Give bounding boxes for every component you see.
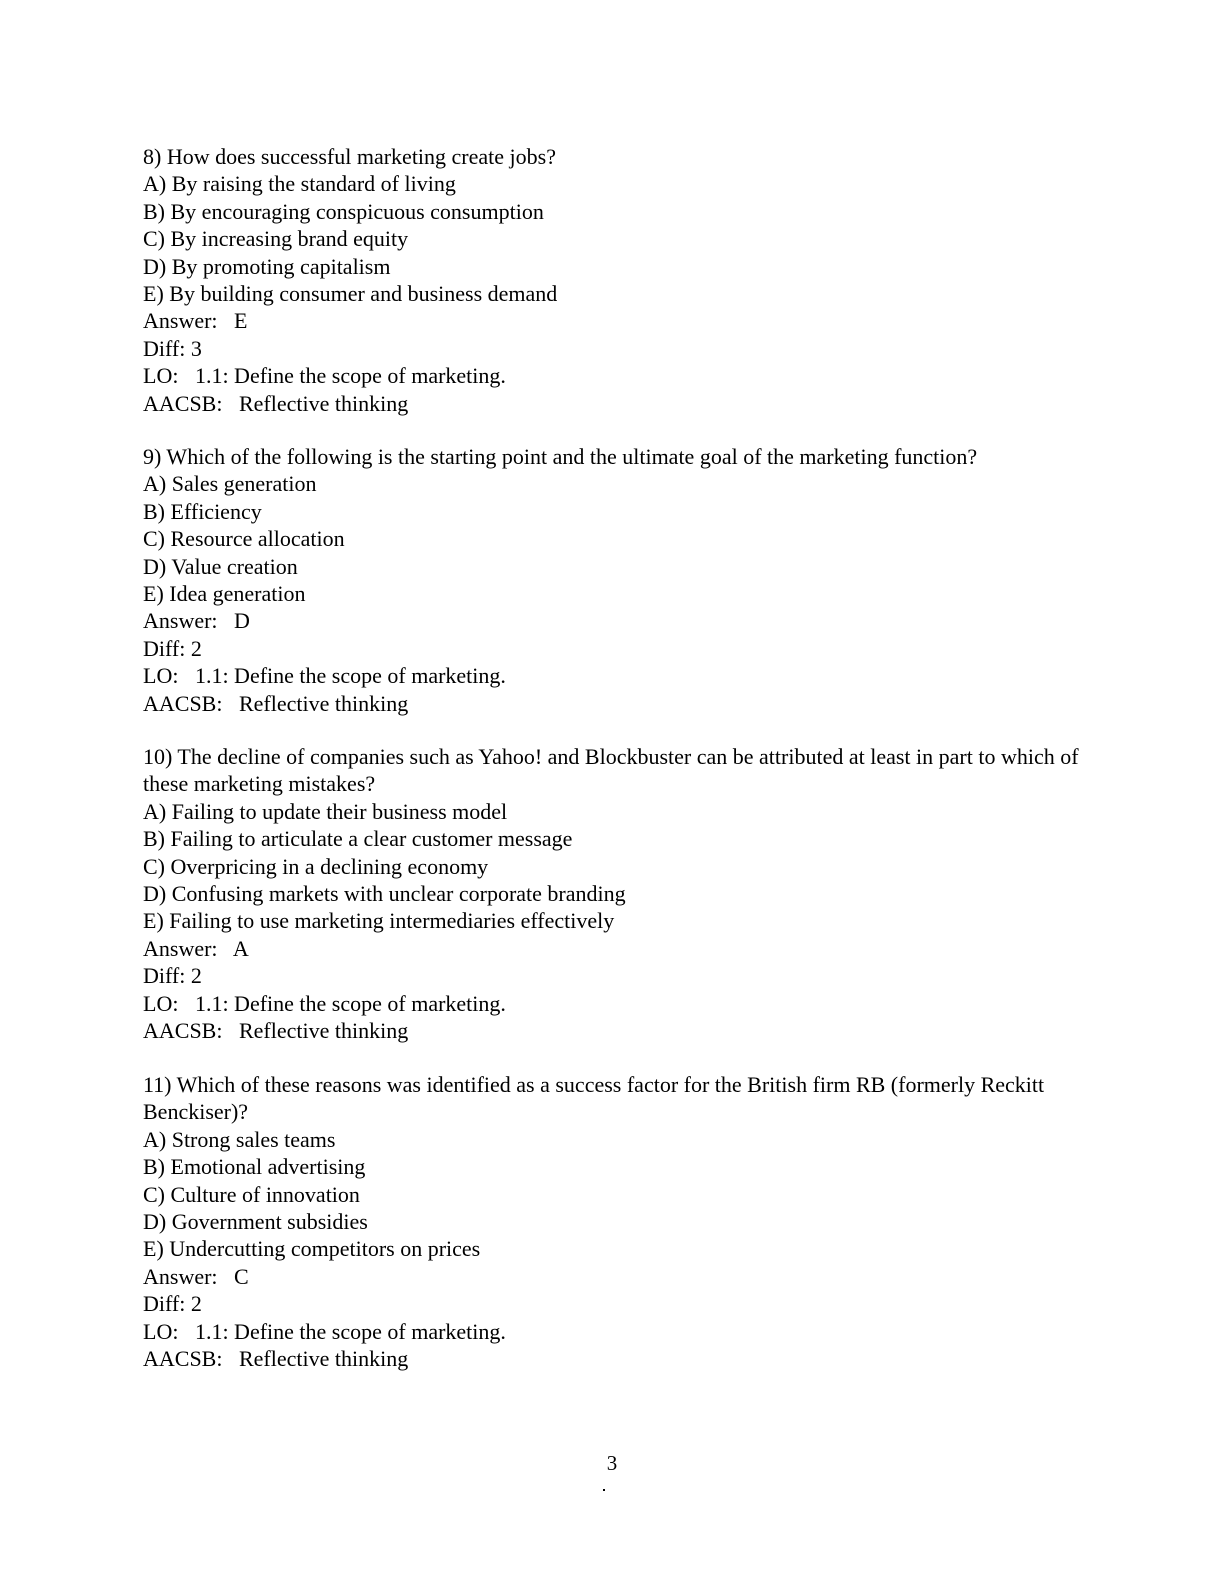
question-8 — [143, 143, 1083, 417]
difficulty-line: Diff: 2 — [143, 635, 202, 661]
difficulty-line: Diff: 2 — [143, 963, 202, 989]
aacsb-line: AACSB: Reflective thinking — [143, 1346, 409, 1372]
option-d: D) Government subsidies — [143, 1209, 368, 1235]
option-a: A) Strong sales teams — [143, 1126, 336, 1152]
option-c: C) Culture of innovation — [143, 1181, 360, 1207]
answer-line: Answer: C — [143, 1263, 249, 1289]
answer-line: Answer: D — [143, 608, 250, 634]
aacsb-line: AACSB: Reflective thinking — [143, 690, 409, 716]
option-a: A) By raising the standard of living — [143, 171, 456, 197]
option-e: E) Failing to use marketing intermediaries effectively — [143, 908, 615, 934]
option-d: D) Value creation — [143, 553, 298, 579]
option-b: B) By encouraging conspicuous consumption — [143, 198, 544, 224]
answer-line: Answer: A — [143, 935, 249, 961]
option-b: B) Emotional advertising — [143, 1154, 366, 1180]
answer-line: Answer: E — [143, 308, 248, 334]
option-a: A) Failing to update their business model — [143, 798, 508, 824]
learning-objective-line: LO: 1.1: Define the scope of marketing. — [143, 1318, 506, 1344]
question-stem: 8) How does successful marketing create jobs? — [143, 144, 556, 169]
learning-objective-line: LO: 1.1: Define the scope of marketing. — [143, 990, 506, 1016]
option-e: E) By building consumer and business demand — [143, 281, 558, 307]
option-e: E) Idea generation — [143, 581, 306, 607]
option-c: C) By increasing brand equity — [143, 226, 409, 252]
option-a: A) Sales generation — [143, 471, 317, 497]
option-b: B) Failing to articulate a clear customer message — [143, 826, 573, 852]
page-number: 3 — [606, 1451, 618, 1475]
question-stem: 10) The decline of companies such as Yahoo! and Blockbuster can be attributed at least in part to which of these marketing mistakes? — [143, 744, 1079, 797]
option-e: E) Undercutting competitors on prices — [143, 1236, 481, 1262]
option-c: C) Resource allocation — [143, 526, 345, 552]
footer-dot — [603, 1489, 605, 1491]
question-stem: 11) Which of these reasons was identified as a success factor for the British firm RB (formerly Reckitt Benckiser)? — [143, 1072, 1045, 1125]
difficulty-line: Diff: 3 — [143, 335, 202, 361]
difficulty-line: Diff: 2 — [143, 1291, 202, 1317]
option-d: D) Confusing markets with unclear corporate branding — [143, 881, 626, 907]
aacsb-line: AACSB: Reflective thinking — [143, 390, 409, 416]
question-10 — [143, 743, 1083, 1044]
aacsb-line: AACSB: Reflective thinking — [143, 1018, 409, 1044]
option-d: D) By promoting capitalism — [143, 253, 391, 279]
question-9 — [143, 443, 1083, 717]
option-b: B) Efficiency — [143, 498, 262, 524]
learning-objective-line: LO: 1.1: Define the scope of marketing. — [143, 663, 506, 689]
learning-objective-line: LO: 1.1: Define the scope of marketing. — [143, 363, 506, 389]
option-c: C) Overpricing in a declining economy — [143, 853, 489, 879]
question-11 — [143, 1071, 1083, 1372]
question-stem: 9) Which of the following is the starting point and the ultimate goal of the marketing function? — [143, 444, 978, 469]
